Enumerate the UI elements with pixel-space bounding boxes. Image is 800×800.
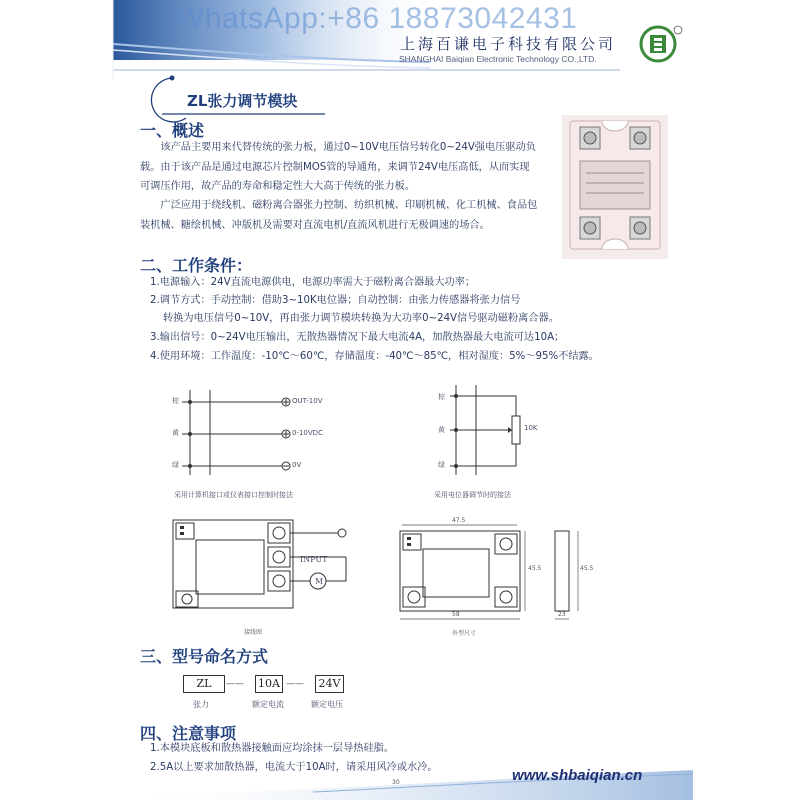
- condition-item-2: 2.调节方式：手动控制：借助3~10K电位器；自动控制：由张力传感器将张力信号: [150, 295, 521, 306]
- website-url[interactable]: www.shbaiqian.cn: [512, 767, 643, 784]
- company-logo: [636, 24, 684, 66]
- interface-wiring-caption: 采用计算机接口或仪表接口控制时接法: [174, 491, 293, 499]
- right-wire-brown: 棕: [438, 393, 445, 401]
- model-code-voltage: 24V: [315, 675, 344, 693]
- section-heading-overview: 一、概述: [140, 121, 205, 140]
- motor-label: M: [315, 577, 324, 586]
- model-label-series: 张力: [193, 700, 209, 709]
- signal-out-10v: OUT-10V: [292, 397, 323, 405]
- overview-paragraph-2: 广泛应用于绕线机、磁粉离合器张力控制、纺织机械、印刷机械、化工机械、食品包装机械、糖绘机械、冲版机及需要对直流电机/直流风机进行无极调速的场合。: [140, 200, 538, 231]
- section-heading-notes: 四、注意事项: [140, 724, 237, 743]
- company-name-en: SHANGHAI Baiqian Electronic Technology CO.,LTD.: [399, 54, 597, 64]
- left-wire-green: 绿: [172, 461, 179, 469]
- model-separator-2: ——: [286, 679, 304, 689]
- product-photo: [560, 113, 670, 261]
- condition-item-4: 4.使用环境：工作温度：-10℃～60℃，存储温度：-40℃～85℃，相对湿度：5%～95%不结露。: [150, 351, 599, 362]
- model-label-current: 额定电流: [252, 700, 284, 709]
- page-title: ZL张力调节模块: [187, 92, 298, 110]
- signal-0-10vdc: 0-10VDC: [292, 429, 323, 437]
- note-item-1: 1.本模块底板和散热器接触面应均涂抹一层导热硅脂。: [150, 743, 395, 754]
- model-label-voltage: 额定电压: [311, 700, 343, 709]
- overview-paragraph-1: 该产品主要用来代替传统的张力板，通过0~10V电压信号转化0~24V强电压驱动负载。由于该产品是通过电源芯片控制MOS管的导通角，来调节24V电压高低，从而实现可调压作用，故产品的寿命和稳定性大大高于传统的张力板。: [140, 142, 536, 192]
- signal-0v: 0V: [292, 461, 302, 469]
- model-code-current: 10A: [255, 675, 283, 693]
- page-number: 30: [392, 779, 400, 786]
- left-wire-brown: 棕: [172, 397, 179, 405]
- potentiometer-wiring-caption: 采用电位器调节时的接法: [434, 491, 511, 499]
- dim-side-width: 23: [558, 611, 566, 618]
- dimension-caption: 外型尺寸: [452, 630, 477, 637]
- model-separator-1: ——: [226, 679, 244, 689]
- condition-item-2-cont: 转换为电压信号0~10V，再由张力调节模块转换为大功率0~24V信号驱动磁粉离合器。: [163, 313, 559, 324]
- right-wire-yellow: 黄: [438, 426, 445, 434]
- note-item-2: 2.5A以上要求加散热器，电流大于10A时，请采用风冷或水冷。: [150, 762, 438, 773]
- section-heading-conditions: 二、工作条件：: [140, 256, 253, 275]
- condition-item-1: 1.电源输入：24V直流电源供电，电源功率需大于磁粉离合器最大功率；: [150, 277, 476, 288]
- right-wire-green: 绿: [438, 461, 445, 469]
- model-code-series: ZL: [183, 675, 225, 693]
- input-label: INPUT: [300, 555, 328, 564]
- dim-height: 45.5: [528, 565, 542, 572]
- wiring-caption: 接线图: [244, 629, 263, 636]
- dim-side-height: 45.5: [580, 565, 594, 572]
- section-heading-model-naming: 三、型号命名方式: [140, 647, 269, 666]
- dim-top: 47.5: [452, 517, 466, 524]
- condition-item-3: 3.输出信号：0~24V电压输出，无散热器情况下最大电流4A，加散热器最大电流可达10A；: [150, 332, 565, 343]
- left-wire-yellow: 黄: [172, 429, 179, 437]
- company-name-cn: 上海百谦电子科技有限公司: [400, 35, 617, 53]
- potentiometer-label: 10K: [524, 424, 538, 432]
- watermark-text: WhatsApp:+86 18873042431: [176, 2, 578, 35]
- dim-width: 58: [452, 611, 460, 618]
- module-wiring-drawing: [168, 515, 363, 615]
